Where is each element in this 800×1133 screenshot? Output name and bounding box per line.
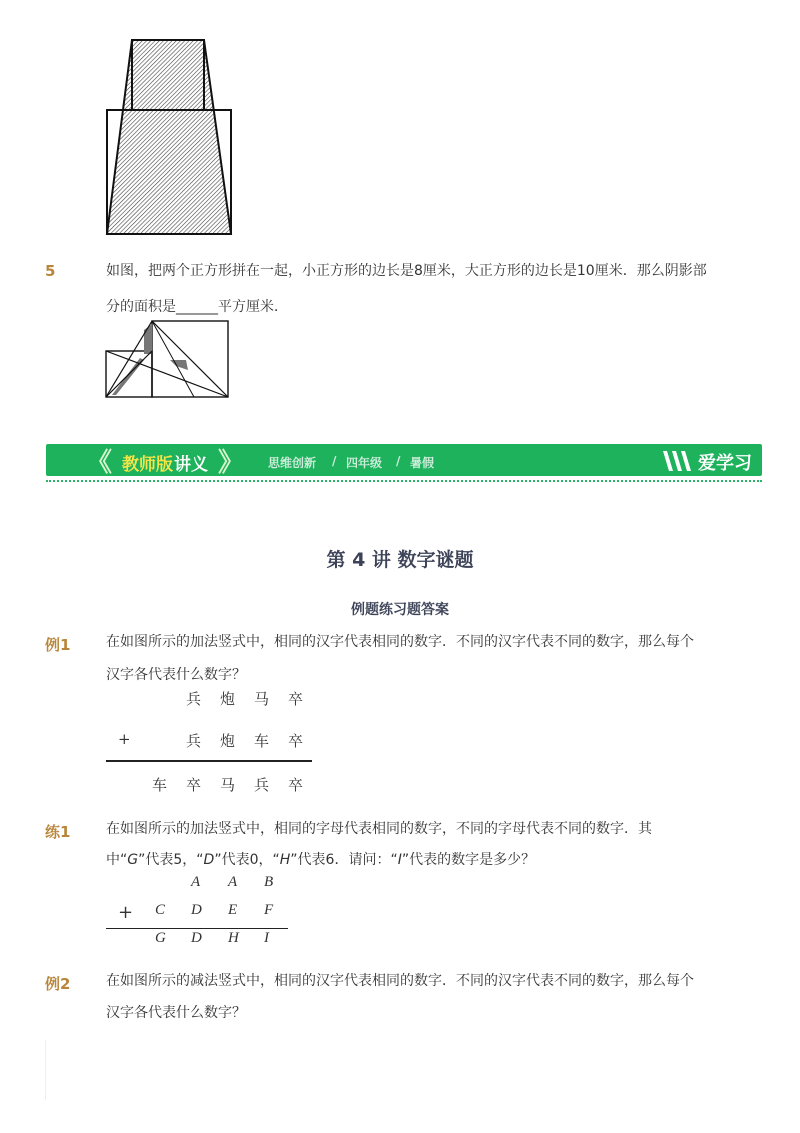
text-run: ”代表6．请问：“ (290, 852, 398, 868)
example-1-text-line1: 在如图所示的加法竖式中，相同的汉字代表相同的数字．不同的汉字代表不同的数字，那么每个 (106, 634, 694, 650)
breadcrumb-separator: / (332, 454, 337, 468)
header-banner (46, 444, 762, 476)
digit-cell: 兵 (254, 776, 270, 794)
letter-cell: A (191, 874, 201, 890)
digit-cell: 兵 (186, 690, 202, 708)
brand-label-suffix: 讲义 (174, 455, 208, 475)
letter-cell: D (191, 930, 202, 946)
variable-i: I (397, 852, 402, 868)
addition-puzzle-letters (106, 872, 292, 950)
letter-cell: H (228, 930, 239, 946)
text-run: ”代表的数字是多少？ (401, 852, 536, 868)
question-5-text-line2: 分的面积是______平方厘米． (106, 299, 288, 315)
chevron-right-icon: 》 (218, 448, 245, 478)
brand-label: 教师版 (122, 455, 173, 475)
digit-cell: 车 (152, 776, 168, 794)
variable-g: G (127, 852, 139, 868)
digit-cell: 卒 (186, 776, 202, 794)
letter-cell: D (191, 902, 202, 918)
letter-cell: C (155, 902, 166, 918)
example-2-text-line1: 在如图所示的减法竖式中，相同的汉字代表相同的数字．不同的汉字代表不同的数字，那么每个 (106, 973, 694, 989)
text-run: ”代表5，“ (138, 852, 204, 868)
addition-puzzle-hanzi (106, 686, 316, 796)
practice-label: 练1 (45, 823, 71, 841)
breadcrumb-item: 四年级 (346, 456, 383, 470)
logo-icon (660, 447, 696, 473)
letter-cell: F (264, 902, 274, 918)
breadcrumb-separator: / (396, 454, 401, 468)
sum-line (106, 928, 288, 929)
question-5-text-line1: 如图，把两个正方形拼在一起，小正方形的边长是8厘米，大正方形的边长是10厘米．那么阴影部 (106, 263, 707, 279)
text-run: ”代表0，“ (214, 852, 280, 868)
page-edge-line (45, 1040, 46, 1100)
variable-h: H (279, 852, 291, 868)
digit-cell: 卒 (288, 776, 304, 794)
sum-line (106, 760, 312, 762)
practice-1-text-line1: 在如图所示的加法竖式中，相同的字母代表相同的数字，不同的字母代表不同的数字．其 (106, 821, 652, 837)
letter-cell: B (264, 874, 274, 890)
section-subtitle: 例题练习题答案 (351, 602, 449, 618)
digit-cell: 炮 (220, 690, 236, 708)
banner-divider (46, 480, 762, 482)
example-label: 例2 (45, 975, 71, 993)
example-label: 例1 (45, 636, 71, 654)
plus-sign: + (118, 730, 131, 748)
digit-cell: 卒 (288, 690, 304, 708)
letter-cell: G (155, 930, 166, 946)
example-2-text-line2: 汉字各代表什么数字？ (106, 1005, 246, 1021)
digit-cell: 炮 (220, 732, 236, 750)
practice-1-text-line2 (106, 845, 726, 875)
digit-cell: 车 (254, 732, 270, 750)
two-squares-figure (104, 318, 234, 402)
letter-cell: I (264, 930, 269, 946)
digit-cell: 卒 (288, 732, 304, 750)
breadcrumb-item: 暑假 (410, 456, 435, 470)
digit-cell: 马 (254, 690, 270, 708)
digit-cell: 马 (220, 776, 236, 794)
chevron-left-icon: 《 (86, 448, 113, 478)
digit-cell: 兵 (186, 732, 202, 750)
plus-sign: + (118, 902, 134, 923)
text-run: 中“ (106, 852, 128, 868)
letter-cell: A (228, 874, 238, 890)
variable-d: D (203, 852, 215, 868)
page-title: 第 4 讲 数字谜题 (326, 549, 474, 571)
question-number: 5 (45, 262, 56, 280)
example-1-text-line2: 汉字各代表什么数字？ (106, 667, 246, 683)
logo-text: 爱学习 (698, 453, 752, 474)
trapezoid-figure (100, 36, 240, 240)
letter-cell: E (228, 902, 238, 918)
breadcrumb-item: 思维创新 (268, 456, 317, 470)
